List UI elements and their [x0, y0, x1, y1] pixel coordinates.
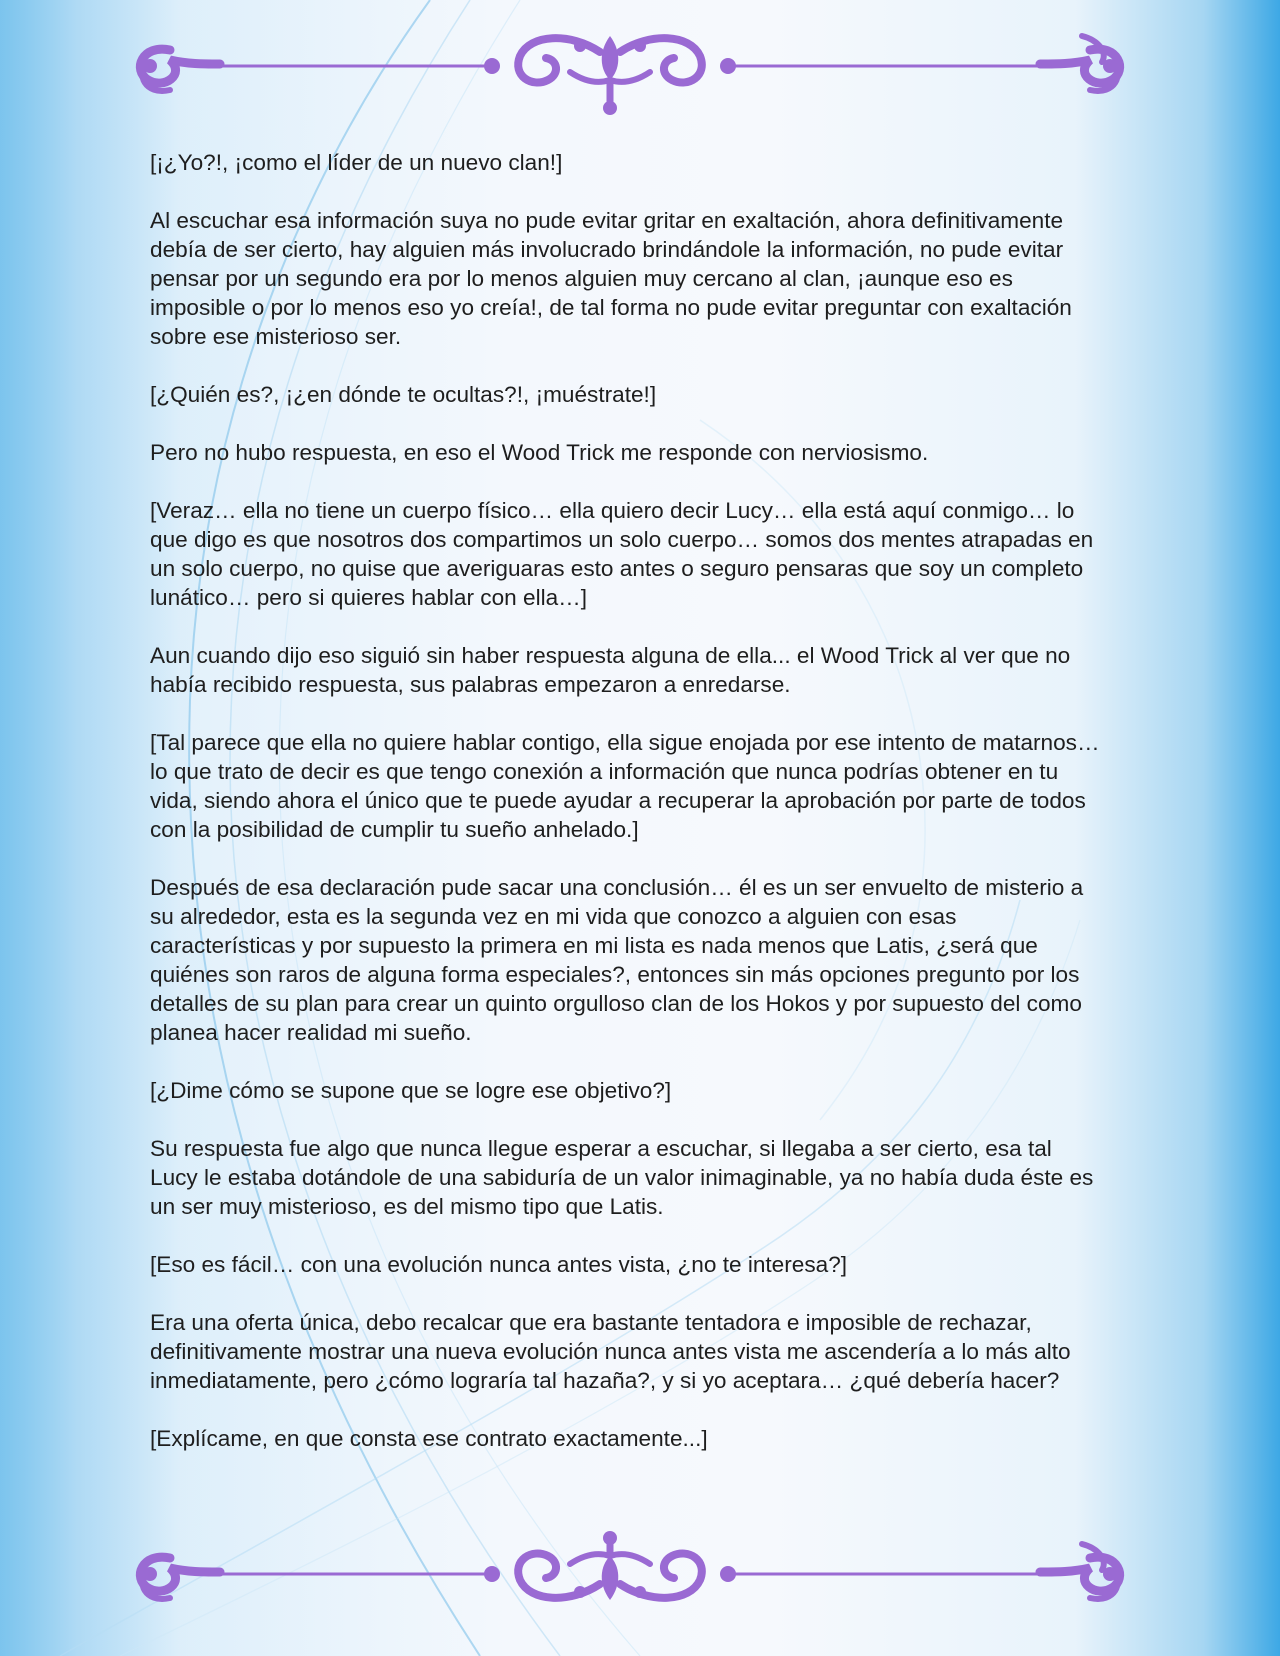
paragraph: Pero no hubo respuesta, en eso el Wood Trick me responde con nerviosismo. — [150, 440, 929, 465]
paragraph: [Explícame, en que consta ese contrato exactamente...] — [150, 1426, 708, 1451]
paragraph: [Eso es fácil… con una evolución nunca antes vista, ¿no te interesa?] — [150, 1252, 848, 1277]
bottom-ornament-icon — [130, 1530, 1130, 1630]
paragraph: [Tal parece que ella no quiere hablar contigo, ella sigue enojada por ese intento de matarnos… lo que trato de decir es que tengo conexión a información que nunca podrías obtener en tu vida, siendo ahora el único que te puede ayudar a recuperar la aprobación por parte de todos con la posibilidad de cumplir tu sueño anhelado.] — [150, 730, 1100, 842]
paragraph: Su respuesta fue algo que nunca llegue esperar a escuchar, si llegaba a ser cierto, esa tal Lucy le estaba dotándole de una sabiduría de un valor inimaginable, ya no había duda éste es un ser muy misterioso, es del mismo tipo que Latis. — [150, 1136, 1094, 1219]
paragraph: Al escuchar esa información suya no pude evitar gritar en exaltación, ahora definitivamente debía de ser cierto, hay alguien más involucrado brindándole la información, no pude evitar pensar por un segundo era por lo menos alguien muy cercano al clan, ¡aunque eso es imposible o por lo menos eso yo creía!, de tal forma no pude evitar preguntar con exaltación sobre ese misterioso ser. — [150, 208, 1072, 349]
paragraph: [Veraz… ella no tiene un cuerpo físico… ella quiero decir Lucy… ella está aquí conmigo… lo que digo es que nosotros dos compartimos un solo cuerpo… somos dos mentes atrapadas en un solo cuerpo, no quise que averiguaras esto antes o seguro pensaras que soy un completo lunático… pero si quieres hablar con ella…] — [150, 498, 1094, 610]
top-ornament-icon — [130, 22, 1130, 122]
paragraph: [¿Dime cómo se supone que se logre ese objetivo?] — [150, 1078, 672, 1103]
document-body — [150, 148, 1105, 1482]
paragraph: Aun cuando dijo eso siguió sin haber respuesta alguna de ella... el Wood Trick al ver que no había recibido respuesta, sus palabras empezaron a enredarse. — [150, 643, 1071, 697]
paragraph: Después de esa declaración pude sacar una conclusión… él es un ser envuelto de misterio a su alrededor, esta es la segunda vez en mi vida que conozco a alguien con esas características y por supuesto la primera en mi lista es nada menos que Latis, ¿será que quiénes son raros de alguna forma especiales?, entonces sin más opciones pregunto por los detalles de su plan para crear un quinto orgulloso clan de los Hokos y por supuesto del como planea hacer realidad mi sueño. — [150, 875, 1084, 1045]
paragraph: [¿Quién es?, ¡¿en dónde te ocultas?!, ¡muéstrate!] — [150, 382, 657, 407]
paragraph: [¡¿Yo?!, ¡como el líder de un nuevo clan!] — [150, 150, 563, 175]
paragraph: Era una oferta única, debo recalcar que era bastante tentadora e imposible de rechazar, definitivamente mostrar una nueva evolución nunca antes vista me ascendería a lo más alto inmediatamente, pero ¿cómo lograría tal hazaña?, y si yo aceptara… ¿qué debería hacer? — [150, 1310, 1071, 1393]
